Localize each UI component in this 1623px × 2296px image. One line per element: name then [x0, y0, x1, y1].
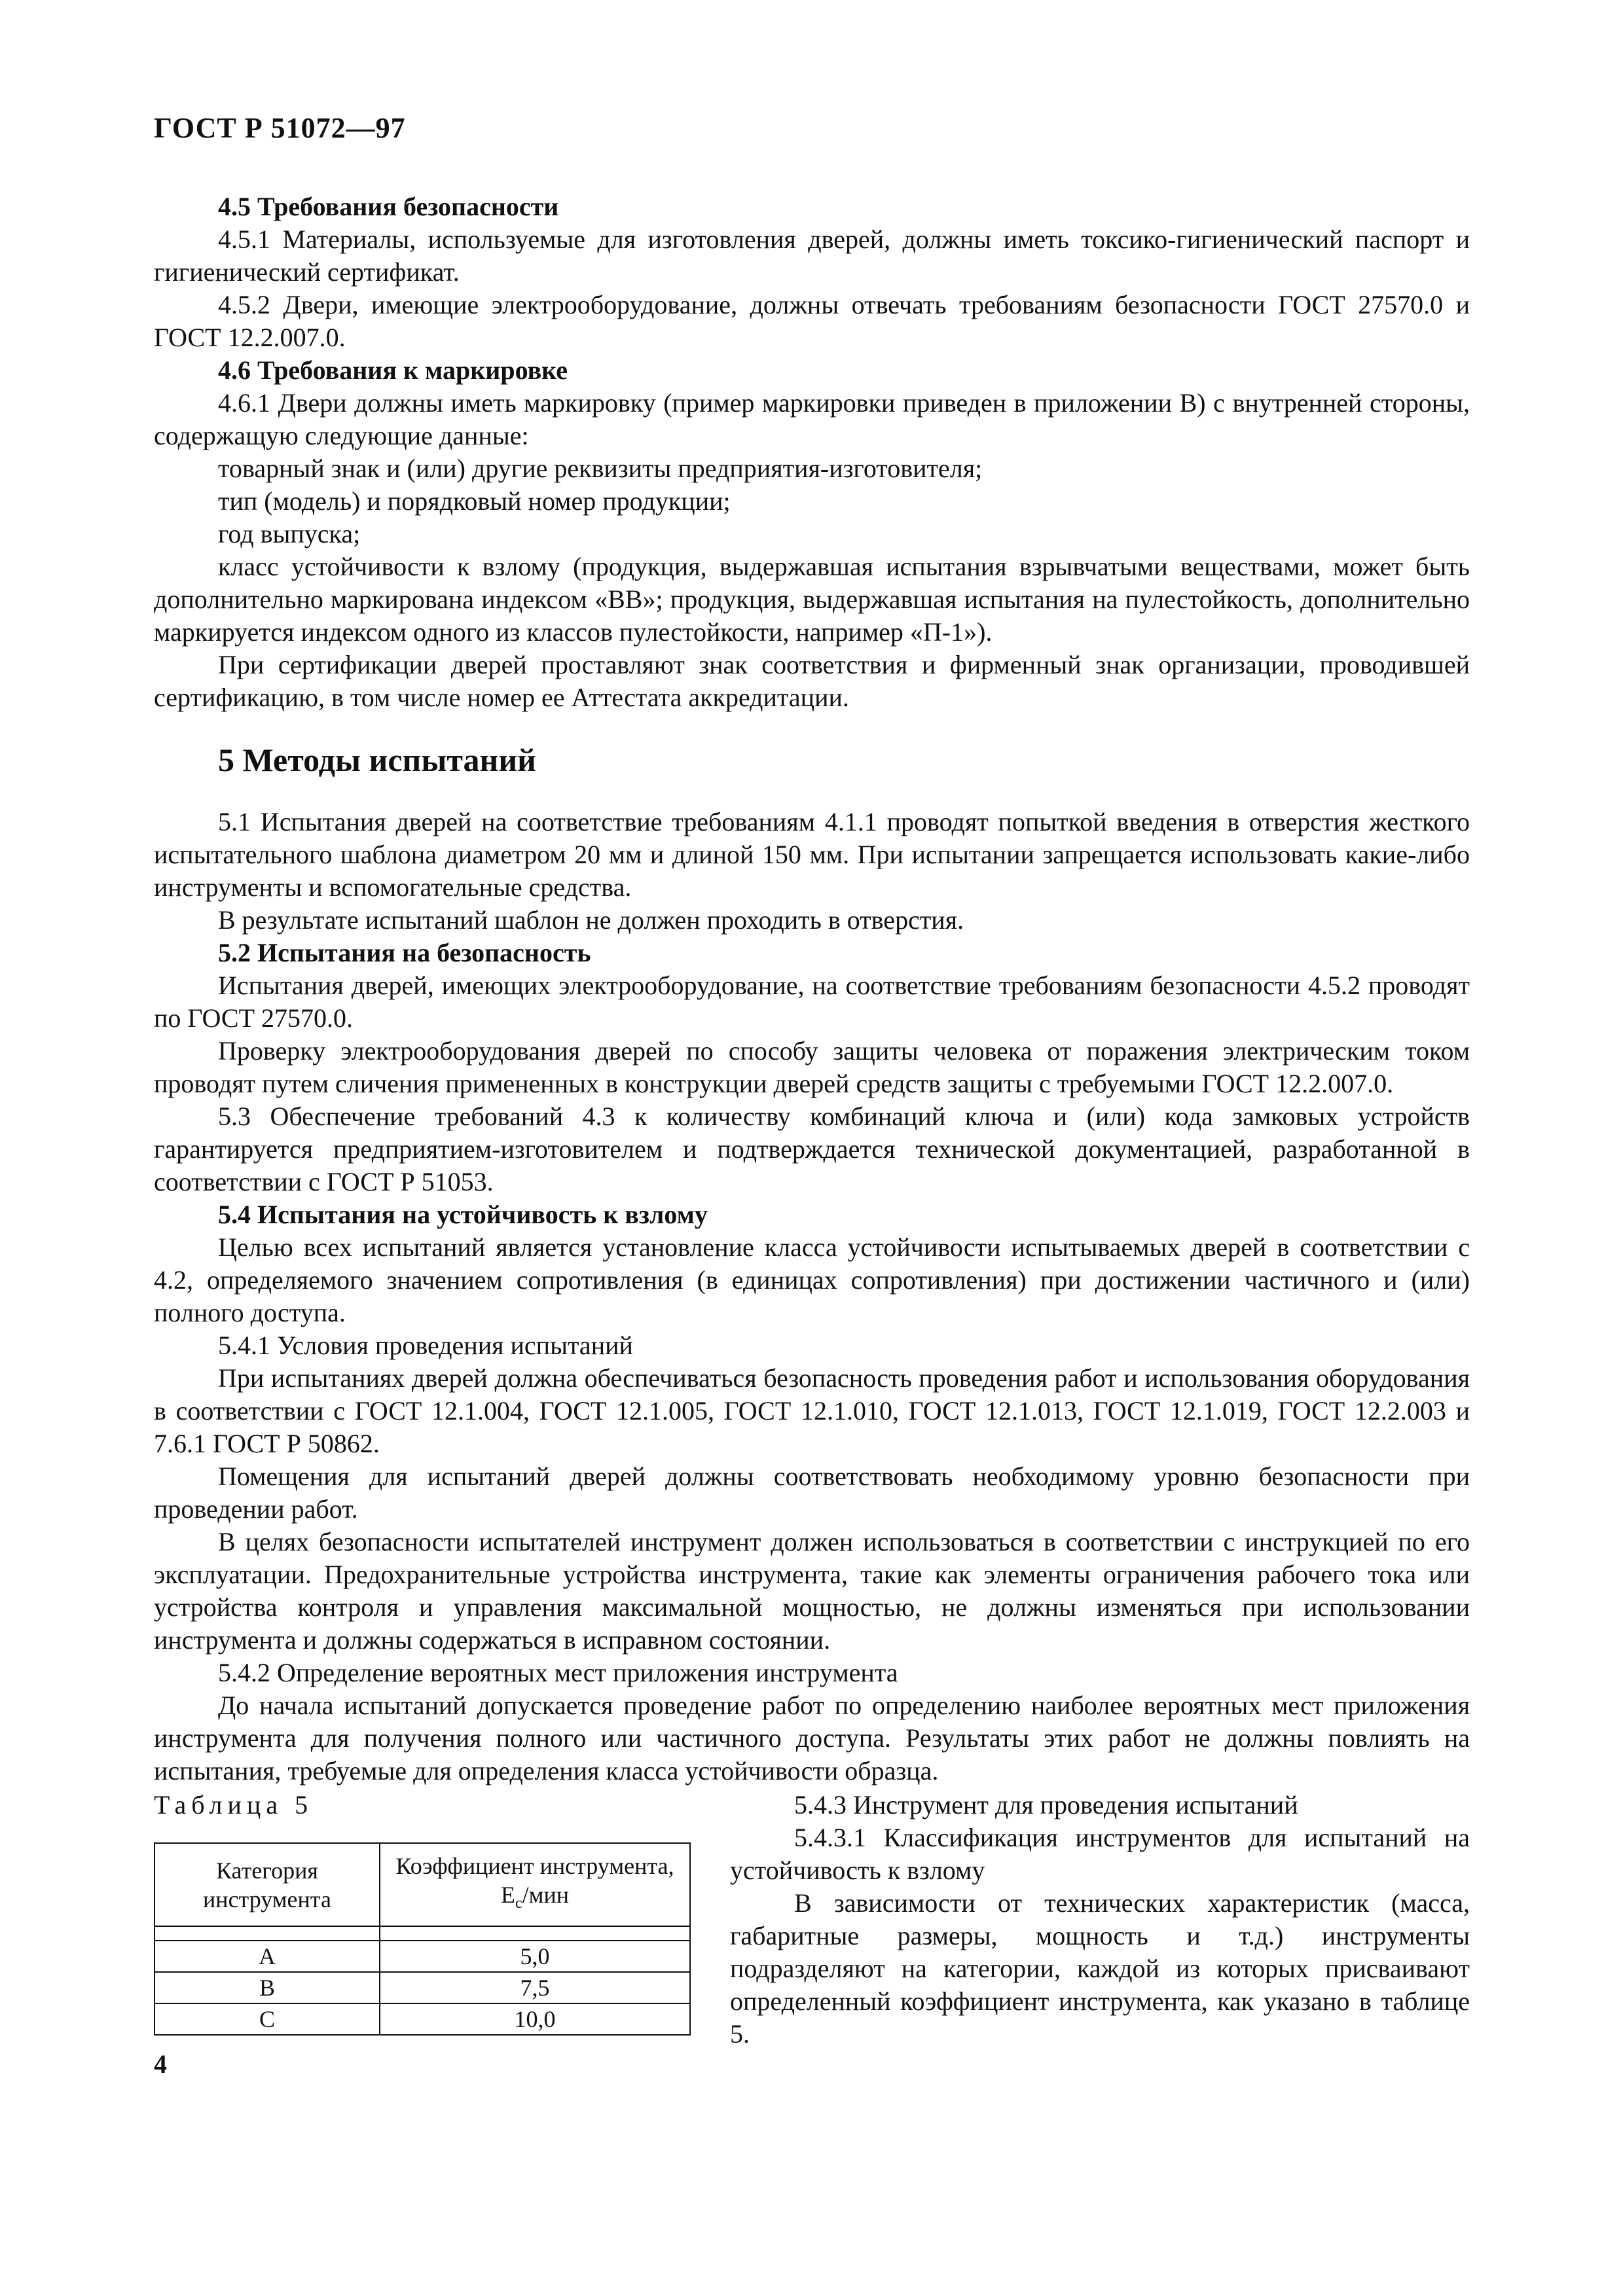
page-number: 4	[154, 2049, 167, 2079]
table-row	[155, 1972, 690, 2003]
table-5	[154, 1842, 691, 2036]
paragraph: При испытаниях дверей должна обеспечиваться безопасность проведения работ и использования оборудования в соответствии с ГОСТ 12.1.004, ГОСТ 12.1.005, ГОСТ 12.1.010, ГОСТ 12.1.013, ГОСТ 12.1.019, ГОСТ 12.2.003 и 7.6.1 ГОСТ Р 50862.	[154, 1363, 1470, 1458]
list-item: тип (модель) и порядковый номер продукции;	[218, 486, 731, 516]
list-item: товарный знак и (или) другие реквизиты предприятия-изготовителя;	[218, 454, 983, 483]
coefficient-cell: 7,5	[380, 1972, 690, 2003]
paragraph: В зависимости от технических характеристик (масса, габаритные размеры, мощность и т.д.) инструменты подразделяют на категории, каждой из которых присваивают определенный коэффициент инструмента, как указано в таблице 5.	[730, 1888, 1470, 2049]
paragraph: 4.5.2 Двери, имеющие электрооборудование, должны отвечать требованиям безопасности ГОСТ 27570.0 и ГОСТ 12.2.007.0.	[154, 290, 1470, 352]
section-4-6-title: 4.6 Требования к маркировке	[218, 355, 568, 385]
list-item: год выпуска;	[218, 519, 361, 548]
paragraph: 5.3 Обеспечение требований 4.3 к количеству комбинаций ключа и (или) кода замковых устройств гарантируется предприятием-изготовителем и подтверждается технической документацией, разработанной в соответствии с ГОСТ Р 51053.	[154, 1102, 1470, 1196]
table-row	[155, 2003, 690, 2035]
table-header-row	[155, 1843, 690, 1926]
coefficient-cell: 10,0	[380, 2003, 690, 2035]
paragraph: Испытания дверей, имеющих электрооборудование, на соответствие требованиям безопасности 4.5.2 проводят по ГОСТ 27570.0.	[154, 971, 1470, 1033]
paragraph: Помещения для испытаний дверей должны соответствовать необходимому уровню безопасности при проведении работ.	[154, 1462, 1470, 1524]
paragraph: При сертификации дверей проставляют знак соответствия и фирменный знак организации, проводившей сертификацию, в том числе номер ее Аттестата аккредитации.	[154, 650, 1470, 712]
coef-header-text: Коэффициент инструмента, E	[395, 1853, 674, 1908]
right-text-column	[730, 1789, 1470, 2051]
section-5-4-1-title: 5.4.1 Условия проведения испытаний	[218, 1331, 633, 1360]
table-5-block	[154, 1789, 710, 2036]
paragraph: 4.6.1 Двери должны иметь маркировку (пример маркировки приведен в приложении В) с внутренней стороны, содержащую следующие данные:	[154, 388, 1470, 450]
category-cell: В	[155, 1972, 380, 2003]
section-5-4-title: 5.4 Испытания на устойчивость к взлому	[218, 1200, 708, 1229]
paragraph: В целях безопасности испытателей инструмент должен использоваться в соответствии с инструкцией по его эксплуатации. Предохранительные устройства инструмента, такие как элементы ограничения рабочего тока или устройства контроля и управления максимальной мощностью, не должны изменяться при использовании инструмента и должны содержаться в исправном состоянии.	[154, 1527, 1470, 1655]
section-5-4-2-title: 5.4.2 Определение вероятных мест приложения инструмента	[218, 1658, 898, 1687]
coef-header-unit: /мин	[522, 1882, 569, 1908]
coef-header-subscript: c	[515, 1895, 522, 1912]
category-cell: А	[155, 1941, 380, 1972]
paragraph: 4.5.1 Материалы, используемые для изготовления дверей, должны иметь токсико-гигиенический паспорт и гигиенический сертификат.	[154, 224, 1470, 287]
paragraph: Проверку электрооборудования дверей по способу защиты человека от поражения электрическим током проводят путем сличения примененных в конструкции дверей средств защиты с требуемыми ГОСТ 12.2.007.0.	[154, 1036, 1470, 1098]
section-5-4-3-1-title: 5.4.3.1 Классификация инструментов для испытаний на устойчивость к взлому	[730, 1823, 1470, 1885]
table-and-text-block	[154, 1789, 1470, 2064]
column-header-category: Категория инструмента	[155, 1843, 380, 1926]
section-5-2-title: 5.2 Испытания на безопасность	[218, 938, 591, 967]
category-cell: С	[155, 2003, 380, 2035]
coefficient-cell: 5,0	[380, 1941, 690, 1972]
paragraph: 5.1 Испытания дверей на соответствие требованиям 4.1.1 проводят попыткой введения в отверстия жесткого испытательного шаблона диаметром 20 мм и длиной 150 мм. При испытании запрещается использовать какие-либо инструменты и вспомогательные средства.	[154, 807, 1470, 902]
section-4-5-title: 4.5 Требования безопасности	[218, 192, 559, 221]
document-page	[154, 111, 1470, 2064]
table-row	[155, 1941, 690, 1972]
paragraph: До начала испытаний допускается проведение работ по определению наиболее вероятных мест приложения инструмента для получения полного или частичного доступа. Результаты этих работ не должны повлиять на испытания, требуемые для определения класса устойчивости образца.	[154, 1691, 1470, 1785]
paragraph: Целью всех испытаний является установление класса устойчивости испытываемых дверей в соответствии с 4.2, определяемого значением сопротивления (в единицах сопротивления) при достижении частичного и (или) полного доступа.	[154, 1232, 1470, 1327]
table-caption: Таблица 5	[154, 1790, 314, 1820]
section-5-title: 5 Методы испытаний	[218, 742, 536, 778]
document-header: ГОСТ Р 51072—97	[154, 112, 406, 144]
column-header-coefficient	[380, 1843, 690, 1926]
list-item: класс устойчивости к взлому (продукция, выдержавшая испытания взрывчатыми веществами, может быть дополнительно маркирована индексом «ВВ»; продукция, выдержавшая испытания на пулестойкость, дополнительно маркируется индексом одного из классов пулестойкости, например «П-1»).	[154, 552, 1470, 647]
paragraph: В результате испытаний шаблон не должен проходить в отверстия.	[218, 905, 964, 935]
section-5-4-3-title: 5.4.3 Инструмент для проведения испытаний	[794, 1790, 1298, 1820]
